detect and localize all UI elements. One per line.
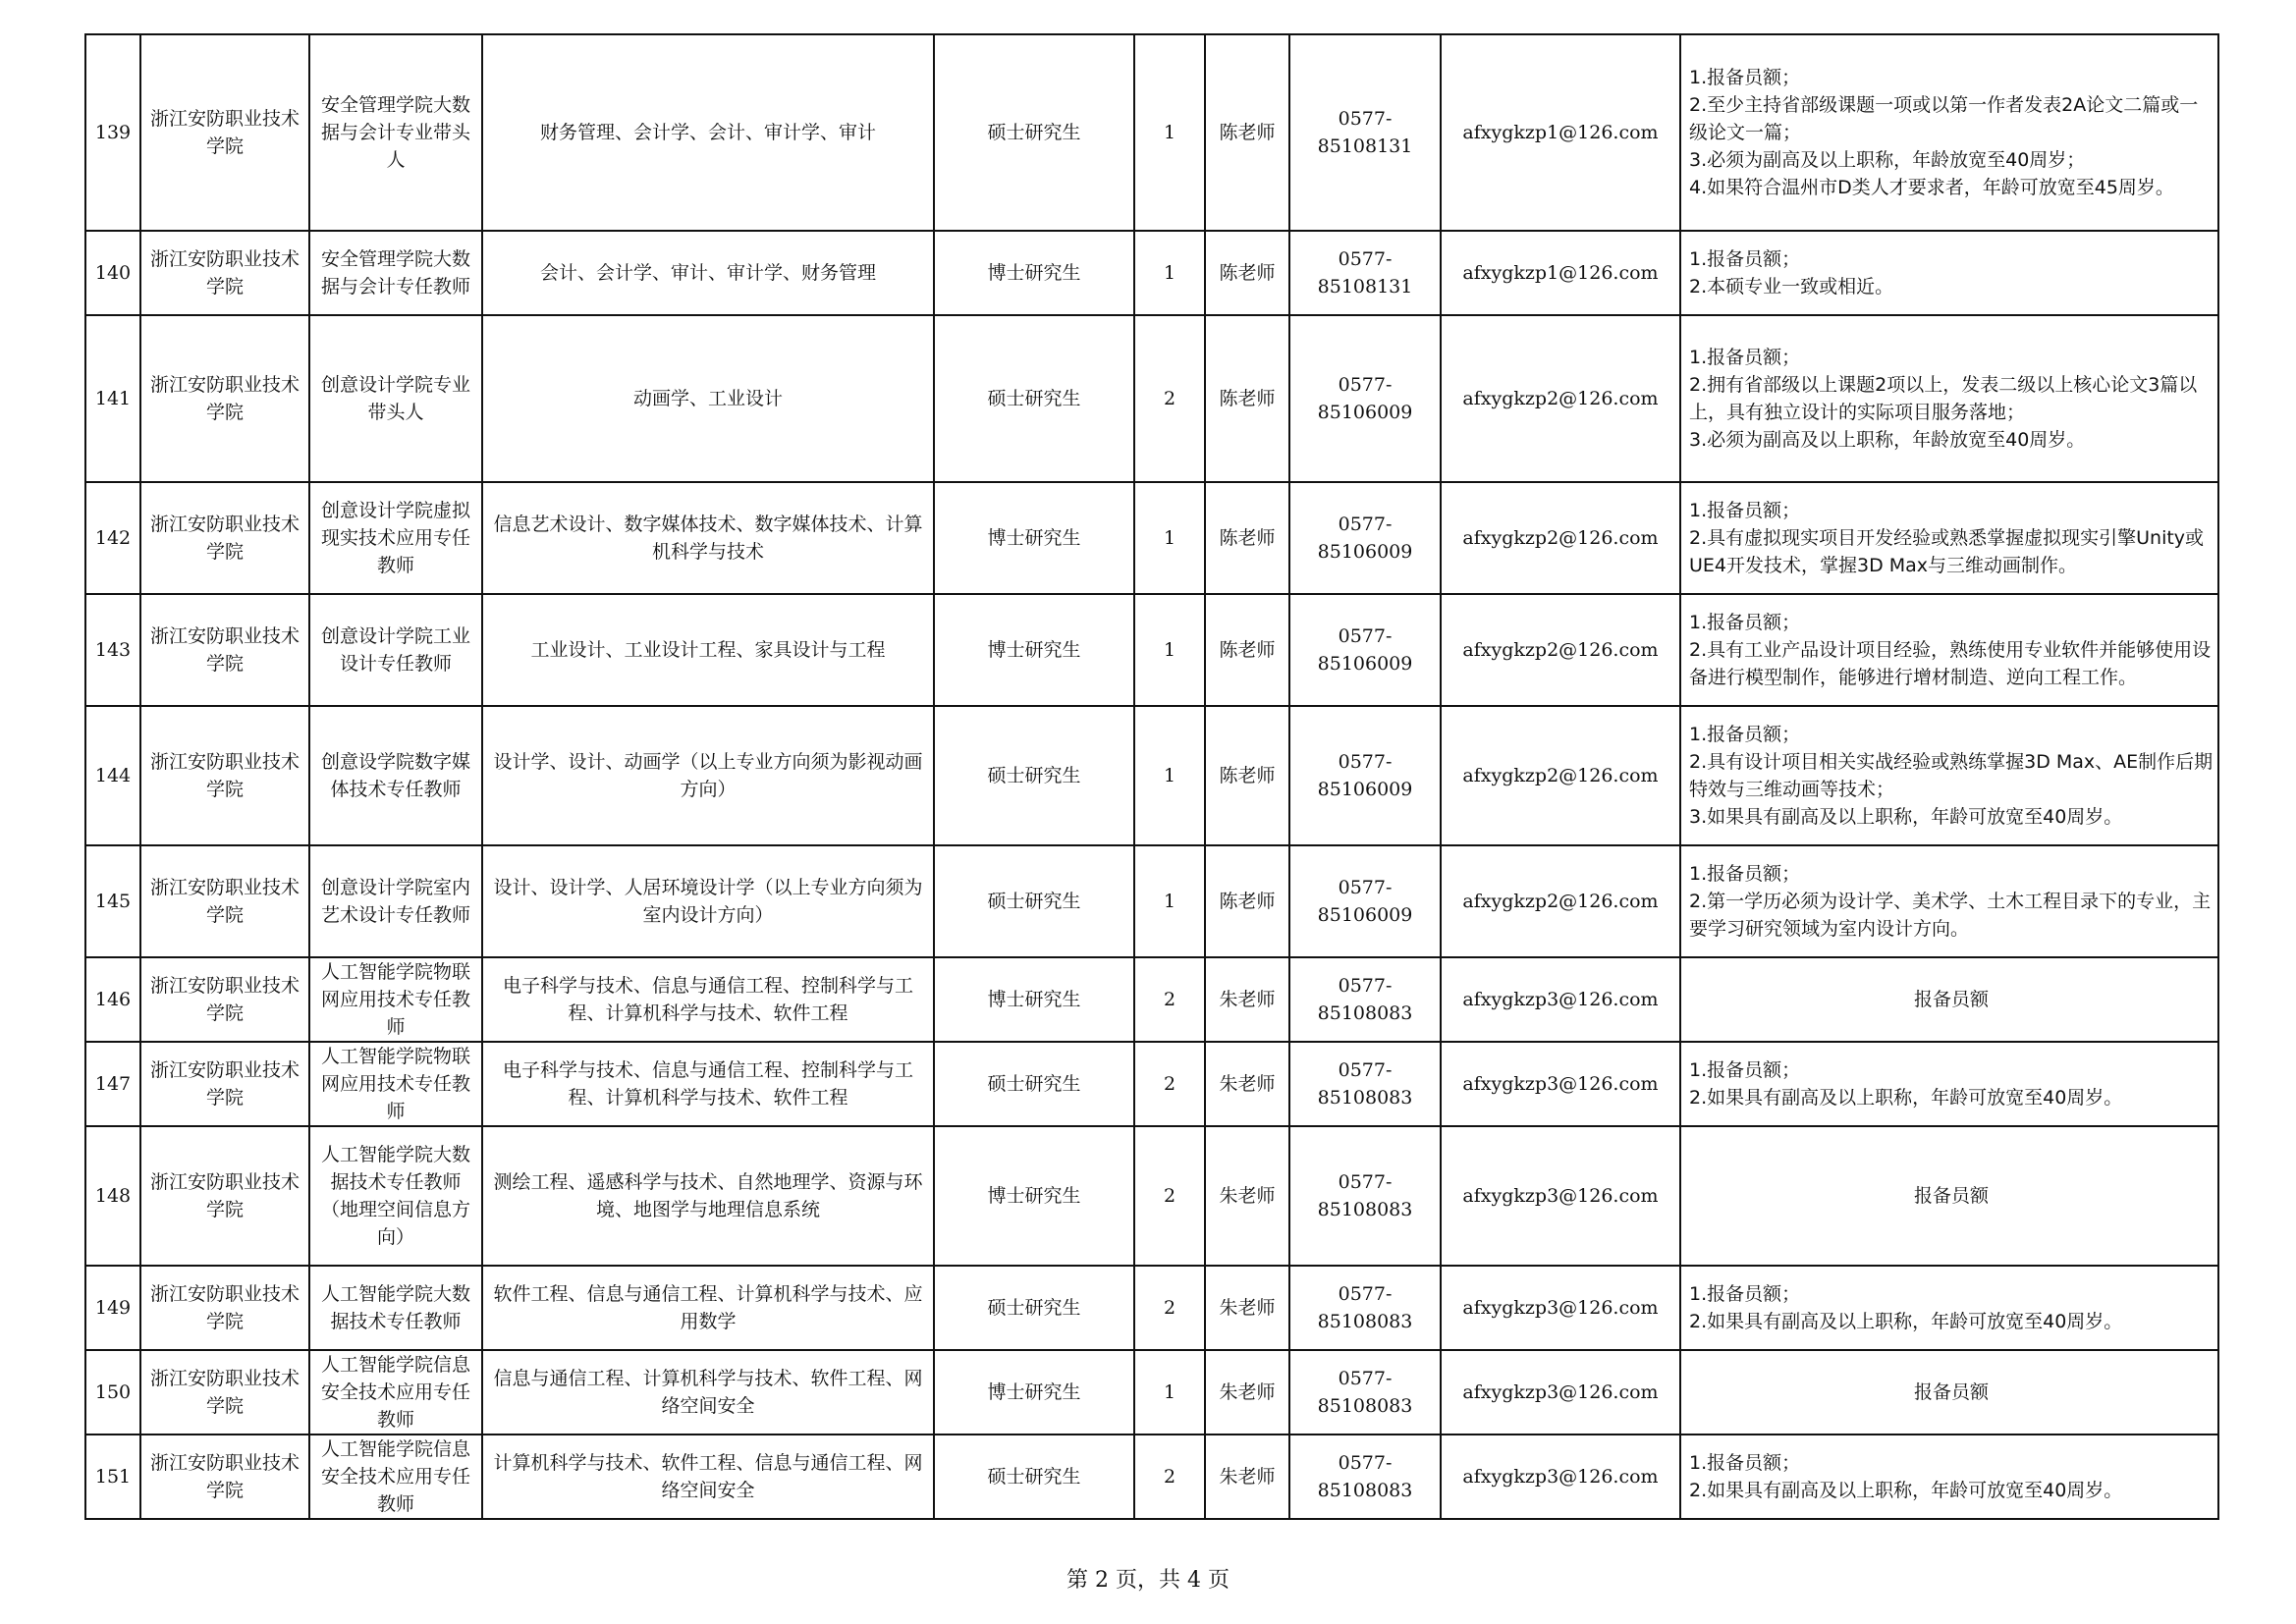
requirements-cell: [1680, 706, 2218, 845]
position-cell: 人工智能学院信息安全技术应用专任教师: [309, 1435, 482, 1519]
row-number-cell: 141: [85, 315, 140, 482]
requirements-cell: [1680, 1042, 2218, 1126]
school-cell: 浙江安防职业技术学院: [140, 231, 309, 315]
degree-cell: 硕士研究生: [934, 1042, 1134, 1126]
requirement-line: 2.如果具有副高及以上职称，年龄可放宽至40周岁。: [1689, 1311, 2123, 1332]
table-row: [85, 1350, 2218, 1435]
row-number-cell: 144: [85, 706, 140, 845]
requirement-line: 2.至少主持省部级课题一项或以第一作者发表2A论文二篇或一级论文一篇；: [1689, 94, 2199, 143]
table-row: [85, 34, 2218, 231]
phone-cell: 0577-85106009: [1289, 706, 1441, 845]
phone-cell: 0577-85106009: [1289, 845, 1441, 957]
row-number-cell: 148: [85, 1126, 140, 1266]
requirement-line: 报备员额: [1913, 989, 1989, 1010]
phone-cell: 0577-85108083: [1289, 1266, 1441, 1350]
major-cell: 电子科学与技术、信息与通信工程、控制科学与工程、计算机科学与技术、软件工程: [482, 1042, 934, 1126]
school-cell: 浙江安防职业技术学院: [140, 957, 309, 1042]
requirement-line: 1.报备员额；: [1689, 724, 1801, 745]
requirement-line: 1.报备员额；: [1689, 347, 1801, 368]
contact-cell: 朱老师: [1205, 957, 1289, 1042]
row-number-cell: 145: [85, 845, 140, 957]
major-cell: 会计、会计学、审计、审计学、财务管理: [482, 231, 934, 315]
count-cell: 1: [1134, 231, 1205, 315]
school-cell: 浙江安防职业技术学院: [140, 706, 309, 845]
major-cell: 财务管理、会计学、会计、审计学、审计: [482, 34, 934, 231]
phone-cell: 0577-85108083: [1289, 1435, 1441, 1519]
row-number-cell: 149: [85, 1266, 140, 1350]
requirement-line: 2.如果具有副高及以上职称，年龄可放宽至40周岁。: [1689, 1480, 2123, 1501]
requirement-line: 2.拥有省部级以上课题2项以上，发表二级以上核心论文3篇以上，具有独立设计的实际项目服务落地；: [1689, 374, 2198, 423]
position-cell: 安全管理学院大数据与会计专业带头人: [309, 34, 482, 231]
school-cell: 浙江安防职业技术学院: [140, 315, 309, 482]
degree-cell: 硕士研究生: [934, 1435, 1134, 1519]
position-cell: 安全管理学院大数据与会计专任教师: [309, 231, 482, 315]
contact-cell: 陈老师: [1205, 231, 1289, 315]
school-cell: 浙江安防职业技术学院: [140, 1126, 309, 1266]
email-cell: afxygkzp2@126.com: [1441, 706, 1680, 845]
contact-cell: 陈老师: [1205, 482, 1289, 594]
recruitment-table: [84, 33, 2219, 1520]
requirement-line: 报备员额: [1913, 1185, 1989, 1207]
degree-cell: 博士研究生: [934, 482, 1134, 594]
requirement-line: 1.报备员额；: [1689, 67, 1801, 88]
count-cell: 1: [1134, 34, 1205, 231]
table-row: [85, 1126, 2218, 1266]
degree-cell: 博士研究生: [934, 1126, 1134, 1266]
email-cell: afxygkzp2@126.com: [1441, 594, 1680, 706]
degree-cell: 博士研究生: [934, 957, 1134, 1042]
table-row: [85, 957, 2218, 1042]
degree-cell: 硕士研究生: [934, 1266, 1134, 1350]
table-row: [85, 594, 2218, 706]
email-cell: afxygkzp3@126.com: [1441, 1042, 1680, 1126]
position-cell: 创意设学院数字媒体技术专任教师: [309, 706, 482, 845]
row-number-cell: 140: [85, 231, 140, 315]
count-cell: 2: [1134, 1435, 1205, 1519]
position-cell: 人工智能学院物联网应用技术专任教师: [309, 957, 482, 1042]
school-cell: 浙江安防职业技术学院: [140, 1435, 309, 1519]
count-cell: 2: [1134, 315, 1205, 482]
email-cell: afxygkzp3@126.com: [1441, 1126, 1680, 1266]
contact-cell: 陈老师: [1205, 34, 1289, 231]
requirements-cell: [1680, 231, 2218, 315]
email-cell: afxygkzp1@126.com: [1441, 34, 1680, 231]
email-cell: afxygkzp1@126.com: [1441, 231, 1680, 315]
position-cell: 创意设计学院虚拟现实技术应用专任教师: [309, 482, 482, 594]
major-cell: 信息与通信工程、计算机科学与技术、软件工程、网络空间安全: [482, 1350, 934, 1435]
contact-cell: 朱老师: [1205, 1126, 1289, 1266]
count-cell: 1: [1134, 706, 1205, 845]
school-cell: 浙江安防职业技术学院: [140, 482, 309, 594]
count-cell: 2: [1134, 957, 1205, 1042]
contact-cell: 陈老师: [1205, 315, 1289, 482]
table-body: [85, 34, 2218, 1519]
degree-cell: 博士研究生: [934, 1350, 1134, 1435]
requirement-line: 2.具有虚拟现实项目开发经验或熟悉掌握虚拟现实引擎Unity或UE4开发技术，掌握3D Max与三维动画制作。: [1689, 527, 2205, 576]
school-cell: 浙江安防职业技术学院: [140, 1350, 309, 1435]
requirement-line: 4.如果符合温州市D类人才要求者，年龄可放宽至45周岁。: [1689, 177, 2174, 198]
email-cell: afxygkzp3@126.com: [1441, 957, 1680, 1042]
requirements-cell: [1680, 315, 2218, 482]
contact-cell: 朱老师: [1205, 1042, 1289, 1126]
count-cell: 2: [1134, 1126, 1205, 1266]
row-number-cell: 142: [85, 482, 140, 594]
count-cell: 1: [1134, 1350, 1205, 1435]
count-cell: 1: [1134, 482, 1205, 594]
row-number-cell: 147: [85, 1042, 140, 1126]
phone-cell: 0577-85108083: [1289, 957, 1441, 1042]
phone-cell: 0577-85106009: [1289, 482, 1441, 594]
count-cell: 2: [1134, 1266, 1205, 1350]
phone-cell: 0577-85108083: [1289, 1042, 1441, 1126]
contact-cell: 朱老师: [1205, 1350, 1289, 1435]
major-cell: 设计学、设计、动画学（以上专业方向须为影视动画方向）: [482, 706, 934, 845]
major-cell: 工业设计、工业设计工程、家具设计与工程: [482, 594, 934, 706]
requirements-cell: [1680, 1435, 2218, 1519]
requirement-line: 3.必须为副高及以上职称，年龄放宽至40周岁。: [1689, 429, 2086, 451]
count-cell: 2: [1134, 1042, 1205, 1126]
major-cell: 动画学、工业设计: [482, 315, 934, 482]
degree-cell: 硕士研究生: [934, 845, 1134, 957]
requirement-line: 1.报备员额；: [1689, 863, 1801, 885]
requirement-line: 1.报备员额；: [1689, 1283, 1801, 1305]
requirements-cell: [1680, 1126, 2218, 1266]
requirements-cell: [1680, 845, 2218, 957]
table-row: [85, 315, 2218, 482]
requirement-line: 2.本硕专业一致或相近。: [1689, 276, 1894, 298]
major-cell: 计算机科学与技术、软件工程、信息与通信工程、网络空间安全: [482, 1435, 934, 1519]
position-cell: 人工智能学院信息安全技术应用专任教师: [309, 1350, 482, 1435]
major-cell: 测绘工程、遥感科学与技术、自然地理学、资源与环境、地图学与地理信息系统: [482, 1126, 934, 1266]
school-cell: 浙江安防职业技术学院: [140, 1042, 309, 1126]
requirement-line: 2.具有设计项目相关实战经验或熟练掌握3D Max、AE制作后期特效与三维动画等技术；: [1689, 751, 2214, 800]
table-row: [85, 845, 2218, 957]
major-cell: 软件工程、信息与通信工程、计算机科学与技术、应用数学: [482, 1266, 934, 1350]
requirement-line: 3.必须为副高及以上职称，年龄放宽至40周岁；: [1689, 149, 2086, 171]
requirement-line: 2.第一学历必须为设计学、美术学、土木工程目录下的专业，主要学习研究领域为室内设计方向。: [1689, 891, 2212, 940]
row-number-cell: 150: [85, 1350, 140, 1435]
phone-cell: 0577-85108083: [1289, 1350, 1441, 1435]
position-cell: 人工智能学院大数据技术专任教师（地理空间信息方向）: [309, 1126, 482, 1266]
position-cell: 创意设计学院室内艺术设计专任教师: [309, 845, 482, 957]
email-cell: afxygkzp2@126.com: [1441, 482, 1680, 594]
email-cell: afxygkzp2@126.com: [1441, 845, 1680, 957]
email-cell: afxygkzp3@126.com: [1441, 1435, 1680, 1519]
degree-cell: 博士研究生: [934, 594, 1134, 706]
degree-cell: 博士研究生: [934, 231, 1134, 315]
row-number-cell: 143: [85, 594, 140, 706]
school-cell: 浙江安防职业技术学院: [140, 1266, 309, 1350]
email-cell: afxygkzp3@126.com: [1441, 1350, 1680, 1435]
row-number-cell: 139: [85, 34, 140, 231]
position-cell: 创意设计学院工业设计专任教师: [309, 594, 482, 706]
requirements-cell: [1680, 1266, 2218, 1350]
requirement-line: 1.报备员额；: [1689, 1452, 1801, 1474]
requirements-cell: [1680, 594, 2218, 706]
table-row: [85, 1435, 2218, 1519]
contact-cell: 陈老师: [1205, 845, 1289, 957]
degree-cell: 硕士研究生: [934, 706, 1134, 845]
requirements-cell: [1680, 34, 2218, 231]
requirements-cell: [1680, 1350, 2218, 1435]
major-cell: 设计、设计学、人居环境设计学（以上专业方向须为室内设计方向）: [482, 845, 934, 957]
row-number-cell: 146: [85, 957, 140, 1042]
position-cell: 人工智能学院大数据技术专任教师: [309, 1266, 482, 1350]
requirement-line: 1.报备员额；: [1689, 612, 1801, 633]
phone-cell: 0577-85108083: [1289, 1126, 1441, 1266]
major-cell: 电子科学与技术、信息与通信工程、控制科学与工程、计算机科学与技术、软件工程: [482, 957, 934, 1042]
phone-cell: 0577-85106009: [1289, 594, 1441, 706]
row-number-cell: 151: [85, 1435, 140, 1519]
school-cell: 浙江安防职业技术学院: [140, 34, 309, 231]
table-row: [85, 706, 2218, 845]
contact-cell: 陈老师: [1205, 594, 1289, 706]
table-row: [85, 231, 2218, 315]
table-row: [85, 1266, 2218, 1350]
requirements-cell: [1680, 957, 2218, 1042]
requirement-line: 报备员额: [1913, 1381, 1989, 1403]
contact-cell: 陈老师: [1205, 706, 1289, 845]
position-cell: 创意设计学院专业带头人: [309, 315, 482, 482]
table-row: [85, 482, 2218, 594]
major-cell: 信息艺术设计、数字媒体技术、数字媒体技术、计算机科学与技术: [482, 482, 934, 594]
degree-cell: 硕士研究生: [934, 34, 1134, 231]
email-cell: afxygkzp3@126.com: [1441, 1266, 1680, 1350]
requirement-line: 1.报备员额；: [1689, 500, 1801, 521]
phone-cell: 0577-85106009: [1289, 315, 1441, 482]
count-cell: 1: [1134, 845, 1205, 957]
requirement-line: 2.具有工业产品设计项目经验，熟练使用专业软件并能够使用设备进行模型制作，能够进行增材制造、逆向工程工作。: [1689, 639, 2212, 688]
school-cell: 浙江安防职业技术学院: [140, 594, 309, 706]
degree-cell: 硕士研究生: [934, 315, 1134, 482]
school-cell: 浙江安防职业技术学院: [140, 845, 309, 957]
position-cell: 人工智能学院物联网应用技术专任教师: [309, 1042, 482, 1126]
phone-cell: 0577-85108131: [1289, 231, 1441, 315]
email-cell: afxygkzp2@126.com: [1441, 315, 1680, 482]
requirement-line: 1.报备员额；: [1689, 1059, 1801, 1081]
count-cell: 1: [1134, 594, 1205, 706]
phone-cell: 0577-85108131: [1289, 34, 1441, 231]
page-footer: 第 2 页，共 4 页: [1066, 1568, 1230, 1593]
contact-cell: 朱老师: [1205, 1435, 1289, 1519]
requirement-line: 2.如果具有副高及以上职称，年龄可放宽至40周岁。: [1689, 1087, 2123, 1109]
table-row: [85, 1042, 2218, 1126]
requirement-line: 3.如果具有副高及以上职称，年龄可放宽至40周岁。: [1689, 806, 2123, 828]
requirement-line: 1.报备员额；: [1689, 248, 1801, 270]
requirements-cell: [1680, 482, 2218, 594]
contact-cell: 朱老师: [1205, 1266, 1289, 1350]
